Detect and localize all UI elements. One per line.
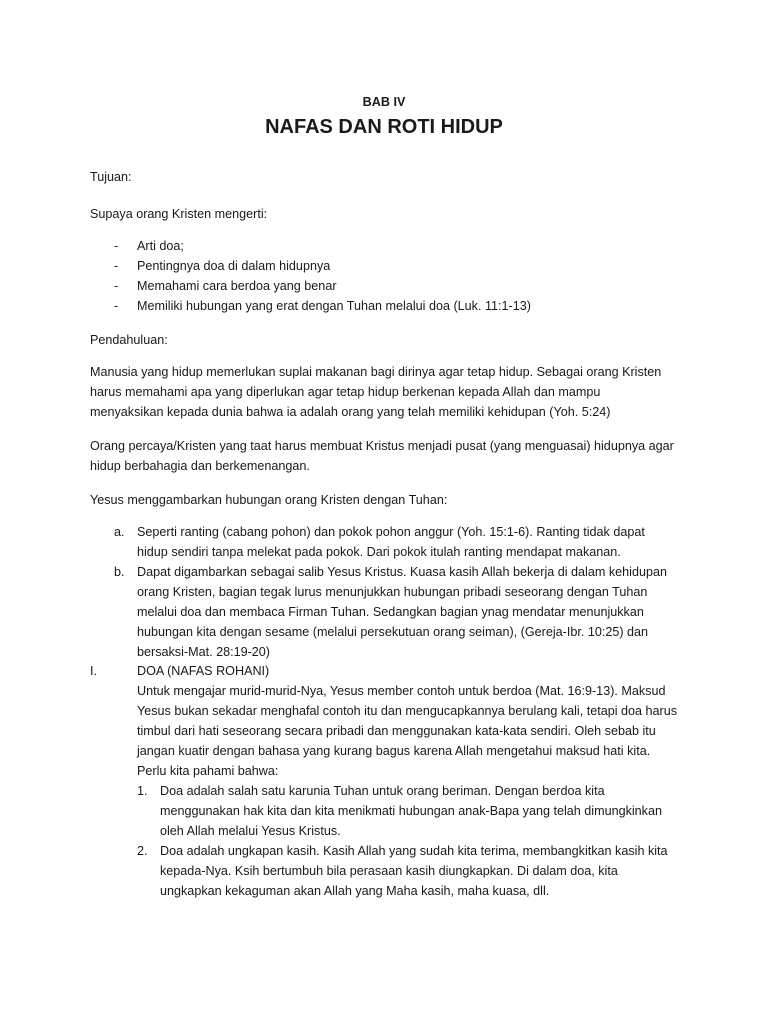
paragraph-line: Yesus bukan sekadar menghafal contoh itu dan mengucapkannya berulang kali, tetapi doa harus	[137, 704, 678, 718]
list-item-line: Dapat digambarkan sebagai salib Yesus Kristus. Kuasa kasih Allah bekerja di dalam kehidupan	[137, 565, 667, 579]
section-heading: DOA (NAFAS ROHANI)	[137, 664, 270, 678]
paragraph-line: harus memahami apa yang diperlukan agar tetap hidup berkenan kepada Allah dan mampu	[90, 385, 601, 399]
paragraph-line: menyaksikan kepada dunia bahwa ia adalah orang yang telah memiliki kehidupan (Yoh. 5:24)	[90, 405, 611, 419]
bullet-marker: -	[114, 279, 119, 293]
tujuan-intro: Supaya orang Kristen mengerti:	[90, 207, 268, 221]
list-item-line: Doa adalah ungkapan kasih. Kasih Allah yang sudah kita terima, membangkitkan kasih kita	[160, 844, 668, 858]
list-item: Memahami cara berdoa yang benar	[137, 279, 337, 293]
paragraph-line: Orang percaya/Kristen yang taat harus membuat Kristus menjadi pusat (yang menguasai) hidupnya agar	[90, 439, 674, 453]
section-marker: I.	[90, 664, 97, 678]
paragraph-line: Untuk mengajar murid-murid-Nya, Yesus member contoh untuk berdoa (Mat. 16:9-13). Maksud	[137, 684, 666, 698]
list-item-line: oleh Allah melalui Yesus Kristus.	[160, 824, 341, 838]
pendahuluan-heading: Pendahuluan:	[90, 333, 168, 347]
list-item-line: kepada-Nya. Ksih bertumbuh bila perasaan kasih diungkapkan. Di dalam doa, kita	[160, 864, 618, 878]
chapter-label: BAB IV	[362, 95, 406, 109]
paragraph-line: hidup berbahagia dan berkemenangan.	[90, 459, 310, 473]
list-marker: a.	[114, 525, 125, 539]
list-marker: 2.	[137, 844, 148, 858]
paragraph-line: timbul dari hati seseorang secara pribadi dan menggunakan kata-kata sendiri. Oleh sebab itu	[137, 724, 656, 738]
list-marker: b.	[114, 565, 125, 579]
list-item: Arti doa;	[137, 239, 184, 253]
bullet-marker: -	[114, 259, 119, 273]
list-item-line: orang Kristen, bagian tegak lurus menunjukkan hubungan pribadi seseorang dengan Tuhan	[137, 585, 648, 599]
tujuan-heading: Tujuan:	[90, 170, 132, 184]
list-item-line: melalui doa dan membaca Firman Tuhan. Sedangkan bagian ynag mendatar menunjukkan	[137, 605, 644, 619]
list-item-line: bersaksi-Mat. 28:19-20)	[137, 645, 270, 659]
list-item-line: hidup sendiri tanpa melekat pada pokok. Dari pokok itulah ranting mendapat makanan.	[137, 545, 621, 559]
paragraph-line: Manusia yang hidup memerlukan suplai makanan bagi dirinya agar tetap hidup. Sebagai orang Kristen	[90, 365, 662, 379]
list-item: Memiliki hubungan yang erat dengan Tuhan melalui doa (Luk. 11:1-13)	[137, 299, 531, 313]
list-item-line: hubungan kita dengan sesame (melalui persekutuan orang seiman), (Gereja-Ibr. 10:25) dan	[137, 625, 649, 639]
paragraph-line: Perlu kita pahami bahwa:	[137, 764, 279, 778]
list-marker: 1.	[137, 784, 148, 798]
bullet-marker: -	[114, 299, 119, 313]
list-item-line: Doa adalah salah satu karunia Tuhan untuk orang beriman. Dengan berdoa kita	[160, 784, 605, 798]
list-item-line: menggunakan hak kita dan kita menikmati hubungan anak-Bapa yang telah dimungkinkan	[160, 804, 662, 818]
list-item-line: Seperti ranting (cabang pohon) dan pokok pohon anggur (Yoh. 15:1-6). Ranting tidak dapat	[137, 525, 645, 539]
page-title: NAFAS DAN ROTI HIDUP	[265, 116, 503, 138]
paragraph-3: Yesus menggambarkan hubungan orang Kristen dengan Tuhan:	[90, 493, 448, 507]
paragraph-line: jangan kuatir dengan bahasa yang kurang bagus karena Allah mengetahui maksud hati kita.	[137, 744, 651, 758]
list-item-line: ungkapkan kekaguman akan Allah yang Maha kasih, maha kuasa, dll.	[160, 884, 550, 898]
bullet-marker: -	[114, 239, 119, 253]
list-item: Pentingnya doa di dalam hidupnya	[137, 259, 331, 273]
